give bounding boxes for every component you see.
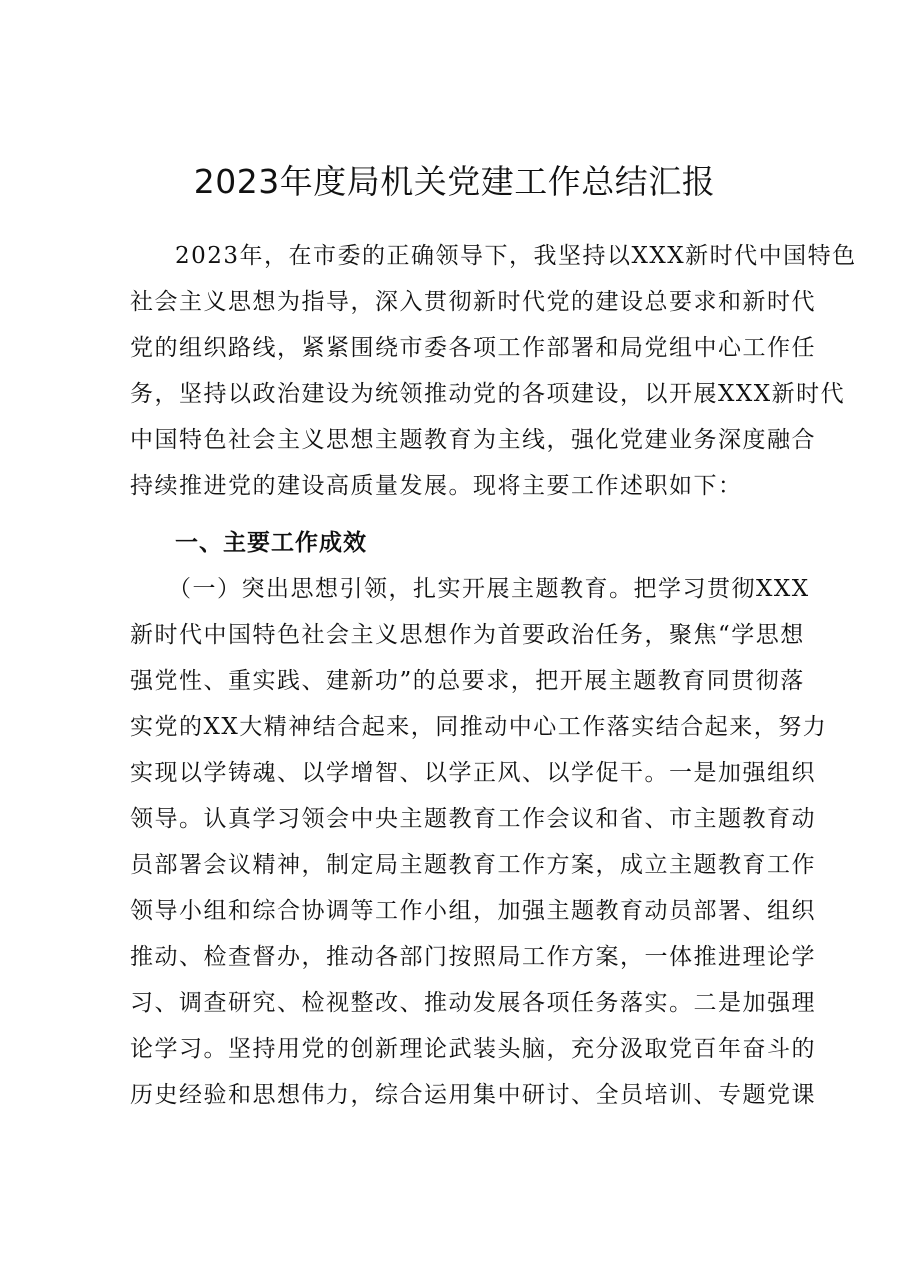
paragraph-line: 持续推进党的建设高质量发展。现将主要工作述职如下： <box>130 473 743 499</box>
paragraph-line: 领导。认真学习领会中央主题教育工作会议和省、市主题教育动 <box>130 806 816 832</box>
paragraph-line: 务，坚持以政治建设为统领推动党的各项建设，以开展XXX新时代 <box>130 381 846 407</box>
paragraph-line: 中国特色社会主义思想主题教育为主线，强化党建业务深度融合 <box>130 427 816 453</box>
paragraph-line: 论学习。坚持用党的创新理论武装头脑，充分汲取党百年奋斗的 <box>130 1036 816 1062</box>
paragraph-line: 党的组织路线，紧紧围绕市委各项工作部署和局党组中心工作任 <box>130 335 816 361</box>
section-heading: 一、主要工作成效 <box>175 530 367 556</box>
document-title: 2023年度局机关党建工作总结汇报 <box>193 162 716 201</box>
paragraph-line: 员部署会议精神，制定局主题教育工作方案，成立主题教育工作 <box>130 852 816 878</box>
paragraph-line: 实党的XX大精神结合起来，同推动中心工作落实结合起来，努力 <box>130 714 828 740</box>
paragraph-line: 新时代中国特色社会主义思想作为首要政治任务，聚焦“学思想 <box>130 622 805 648</box>
paragraph-line: 习、调查研究、检视整改、推动发展各项任务落实。二是加强理 <box>130 990 816 1016</box>
paragraph-line: 领导小组和综合协调等工作小组，加强主题教育动员部署、组织 <box>130 898 816 924</box>
paragraph-line: 社会主义思想为指导，深入贯彻新时代党的建设总要求和新时代 <box>130 289 816 315</box>
paragraph-line: 推动、检查督办，推动各部门按照局工作方案，一体推进理论学 <box>130 944 816 970</box>
paragraph-line: 实现以学铸魂、以学增智、以学正风、以学促干。一是加强组织 <box>130 760 816 786</box>
paragraph-line: 强党性、重实践、建新功”的总要求，把开展主题教育同贯彻落 <box>130 668 805 694</box>
paragraph-line: 历史经验和思想伟力，综合运用集中研讨、全员培训、专题党课 <box>130 1082 816 1108</box>
paragraph-line: （一）突出思想引领，扎实开展主题教育。把学习贯彻XXX <box>168 576 810 602</box>
paragraph-line: 2023年，在市委的正确领导下，我坚持以XXX新时代中国特色 <box>175 243 857 269</box>
